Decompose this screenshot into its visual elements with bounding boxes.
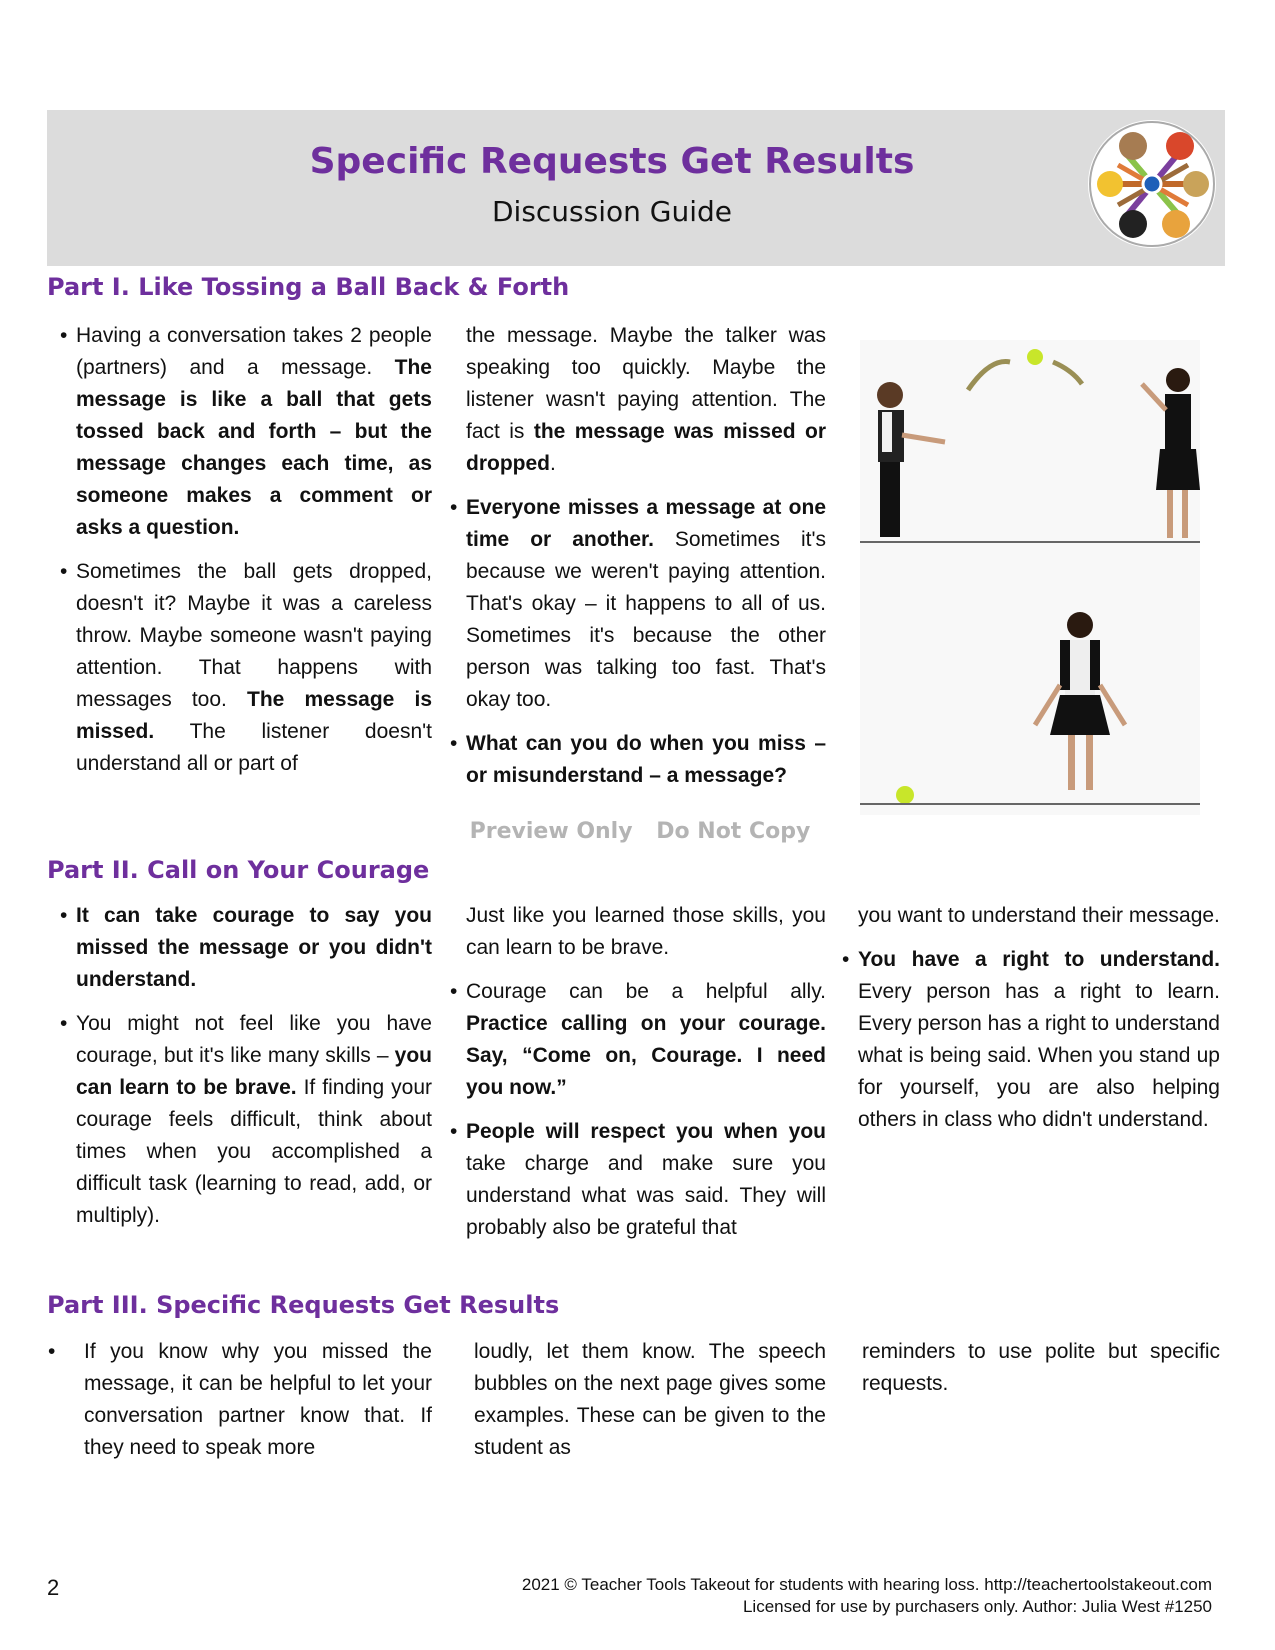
part1-bullet-4-bold: What can you do when you miss – or misunderstand – a message? [466,732,826,787]
ball-toss-photo [860,340,1200,815]
part2-column-3 [842,900,1220,1148]
part3-bullet-1 [48,1336,432,1464]
part2-bullet-2 [60,1008,433,1232]
part1-bullet-2-text: Sometimes the ball gets dropped, doesn't it? Maybe it was a careless throw. Maybe someone wasn't paying attention. That happens with messages too. [76,560,432,711]
bullet-icon: • [450,1120,458,1143]
part3-continuation [474,1336,826,1464]
children-circle-logo-icon [1088,120,1216,248]
section-heading-part1: Part I. Like Tossing a Ball Back & Forth [47,273,570,301]
watermark-line-2: Do Not Copy [656,819,811,844]
part3-continuation-2 [862,1336,1220,1400]
part1-bullet-1 [60,320,432,544]
page-subtitle: Discussion Guide [491,195,733,228]
section-heading-part3: Part III. Specific Requests Get Results [47,1291,560,1319]
part1-bullet-2-text-end: The listener doesn't understand all or part of [76,720,432,775]
ball-toss-illustration [860,340,1200,815]
part1-bullet-3-bold: Everyone misses a message at one time or another. [466,496,826,551]
part1-column-2 [450,320,826,804]
part1-continuation-end: . [550,452,556,475]
part3-column-1 [48,1336,432,1476]
part1-bullet-4 [450,728,826,792]
part1-bullet-2 [60,556,432,780]
part1-bullet-3 [450,492,826,716]
part2-bullet-3-bold: Practice calling on your courage. Say, “Come on, Courage. I need you now.” [466,1012,826,1099]
page-number: 2 [47,1575,60,1600]
watermark [430,812,850,852]
header-band [47,110,1225,266]
bullet-icon: • [450,496,458,519]
part2-bullet-3-text: Courage can be a helpful ally. [466,980,826,1003]
part2-continuation-2 [858,900,1220,932]
part2-bullet-1 [60,900,432,996]
part2-continuation-2-text: you want to understand their message. [858,904,1220,927]
dropped-ball-icon [896,786,914,804]
bullet-icon: • [60,324,68,347]
part3-continuation-text: loudly, let them know. The speech bubbles on the next page gives some examples. These can be given to the student as [474,1340,826,1459]
bullet-icon: • [48,1340,56,1363]
part2-continuation-text: Just like you learned those skills, you can learn to be brave. [466,904,826,959]
bullet-icon: • [60,1012,68,1035]
bullet-icon: • [450,732,458,755]
part1-continuation [466,320,826,480]
bullet-icon: • [60,560,68,583]
part2-bullet-2-bold: you can learn to be brave. [76,1044,432,1099]
part2-column-2 [450,900,826,1256]
part1-bullet-3-text: Sometimes it's because we weren't paying attention. That's okay – it happens to all of us. Sometimes it's because the other person was talking too fast. That's okay too. [466,528,826,711]
part2-bullet-3 [450,976,826,1104]
part1-column-1 [60,320,432,792]
part2-continuation [466,900,826,964]
footer-copyright: 2021 © Teacher Tools Takeout for students with hearing loss. http://teachertoolstakeout.com [521,1575,1212,1594]
part3-column-2 [474,1336,826,1476]
part1-continuation-bold: the message was missed or dropped [466,420,826,475]
tennis-ball-icon [1027,349,1043,365]
part2-bullet-4-text: take charge and make sure you understand what was said. They will probably also be grateful that [466,1152,826,1239]
part1-bullet-1-text: Having a conversation takes 2 people (partners) and a message. [76,324,432,379]
section-heading-part2: Part II. Call on Your Courage [47,856,430,884]
part1-bullet-2-bold: The message is missed. [76,688,432,743]
part2-bullet-2-text: You might not feel like you have courage, but it's like many skills – [76,1012,432,1067]
watermark-line-1: Preview Only [469,819,633,844]
part3-column-3 [862,1336,1220,1412]
page-title: Specific Requests Get Results [309,141,915,182]
part2-column-1 [60,900,433,1244]
part2-bullet-1-bold: It can take courage to say you missed the message or you didn't understand. [76,904,432,991]
part2-bullet-2-text-end: If finding your courage feels difficult, think about times when you accomplished a difficult task (learning to read, add, or multiply). [76,1076,433,1227]
bullet-icon: • [842,948,850,971]
bullet-icon: • [450,980,458,1003]
part3-bullet-1-text: If you know why you missed the message, it can be helpful to let your conversation partner know that. If they need to speak more [84,1340,432,1459]
part2-bullet-5-text: Every person has a right to learn. Every person has a right to understand what is being said. When you stand up for yourself, you are also helping others in class who didn't understand. [858,980,1220,1131]
part1-bullet-1-bold: The message is like a ball that gets tossed back and forth – but the message changes each time, as someone makes a comment or asks a question. [76,356,432,539]
part2-bullet-4-bold: People will respect you when you [466,1120,826,1143]
footer-license: Licensed for use by purchasers only. Author: Julia West #1250 [742,1597,1212,1616]
bullet-icon: • [60,904,68,927]
part2-bullet-4 [450,1116,826,1244]
part3-continuation-2-text: reminders to use polite but specific requests. [862,1340,1220,1395]
part2-bullet-5-bold: You have a right to understand. [858,948,1220,971]
part1-continuation-text: the message. Maybe the talker was speaking too quickly. Maybe the listener wasn't paying attention. The fact is [466,324,826,443]
part2-bullet-5 [842,944,1220,1136]
logo-graphic [1088,120,1216,248]
